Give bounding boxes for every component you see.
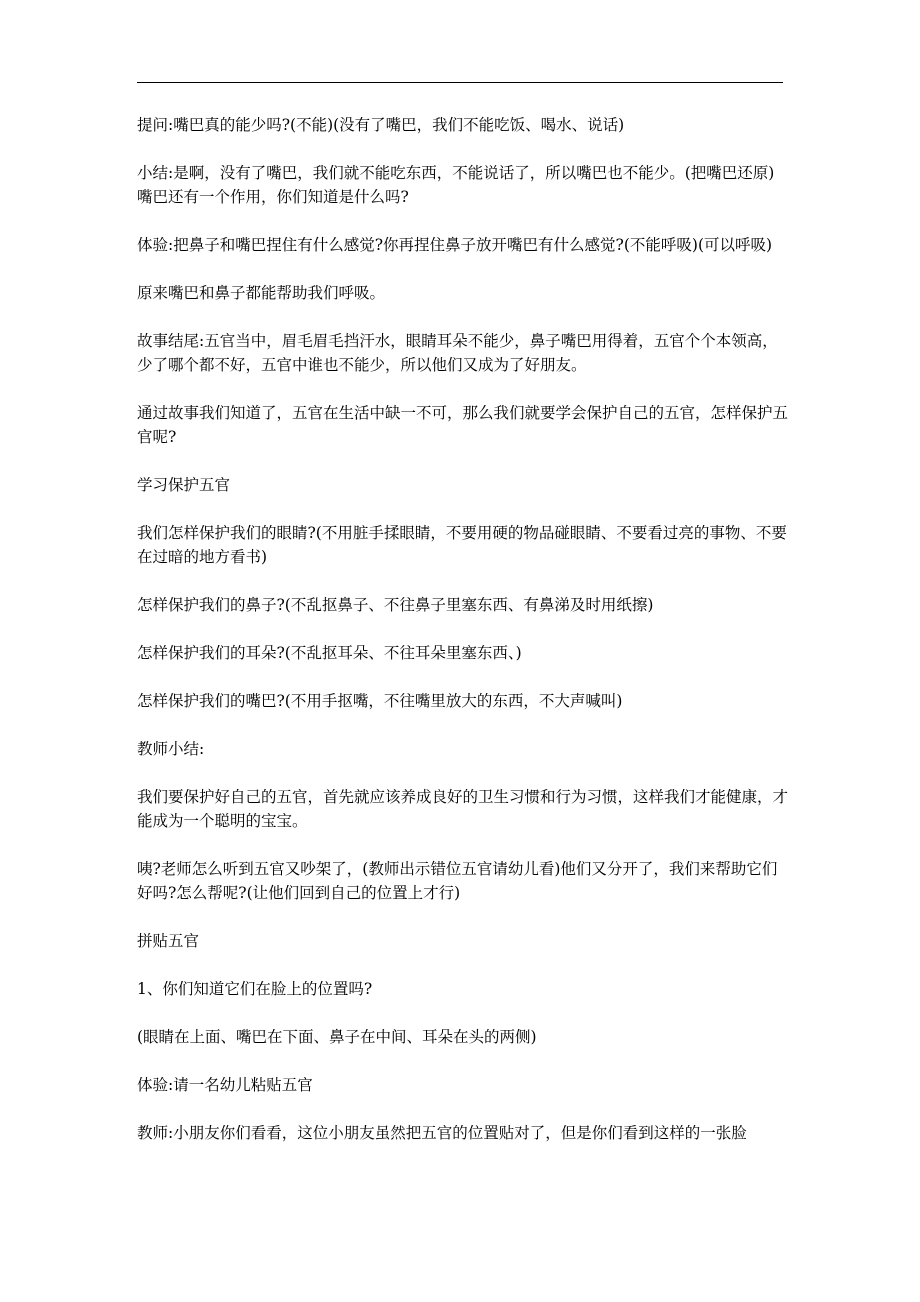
paragraph: 怎样保护我们的耳朵?(不乱抠耳朵、不往耳朵里塞东西、)	[137, 644, 522, 662]
paragraph: 咦?老师怎么听到五官又吵架了，(教师出示错位五官请幼儿看)他们又分开了，我们来帮助它们好吗?怎么帮呢?(让他们回到自己的位置上才行)	[137, 860, 778, 902]
header-divider	[137, 82, 783, 83]
paragraph: 我们怎样保护我们的眼睛?(不用脏手揉眼睛，不要用硬的物品碰眼睛、不要看过亮的事物、不要在过暗的地方看书)	[137, 524, 787, 566]
paragraph: 原来嘴巴和鼻子都能帮助我们呼吸。	[137, 284, 386, 302]
document-body	[137, 113, 789, 1169]
section-heading: 学习保护五官	[137, 476, 231, 494]
paragraph: (眼睛在上面、嘴巴在下面、鼻子在中间、耳朵在头的两侧)	[137, 1028, 537, 1046]
paragraph: 提问:嘴巴真的能少吗?(不能)(没有了嘴巴，我们不能吃饭、喝水、说话)	[137, 116, 625, 134]
paragraph: 通过故事我们知道了，五官在生活中缺一不可，那么我们就要学会保护自己的五官，怎样保护五官呢?	[137, 404, 789, 446]
paragraph: 教师:小朋友你们看看，这位小朋友虽然把五官的位置贴对了，但是你们看到这样的一张脸	[137, 1124, 747, 1142]
paragraph: 怎样保护我们的嘴巴?(不用手抠嘴，不往嘴里放大的东西，不大声喊叫)	[137, 692, 623, 710]
section-heading: 拼贴五官	[137, 932, 200, 950]
paragraph: 怎样保护我们的鼻子?(不乱抠鼻子、不往鼻子里塞东西、有鼻涕及时用纸擦)	[137, 596, 654, 614]
paragraph: 我们要保护好自己的五官，首先就应该养成良好的卫生习惯和行为习惯，这样我们才能健康，才能成为一个聪明的宝宝。	[137, 788, 789, 830]
paragraph: 故事结尾:五官当中，眉毛眉毛挡汗水，眼睛耳朵不能少，鼻子嘴巴用得着，五官个个本领高，少了哪个都不好，五官中谁也不能少，所以他们又成为了好朋友。	[137, 332, 778, 374]
section-heading: 教师小结:	[137, 740, 205, 758]
paragraph: 1、你们知道它们在脸上的位置吗?	[137, 980, 373, 998]
paragraph: 体验:请一名幼儿粘贴五官	[137, 1076, 313, 1094]
paragraph: 体验:把鼻子和嘴巴捏住有什么感觉?你再捏住鼻子放开嘴巴有什么感觉?(不能呼吸)(可以呼吸)	[137, 236, 773, 254]
paragraph: 小结:是啊，没有了嘴巴，我们就不能吃东西，不能说话了，所以嘴巴也不能少。(把嘴巴还原)嘴巴还有一个作用，你们知道是什么吗?	[137, 164, 775, 206]
